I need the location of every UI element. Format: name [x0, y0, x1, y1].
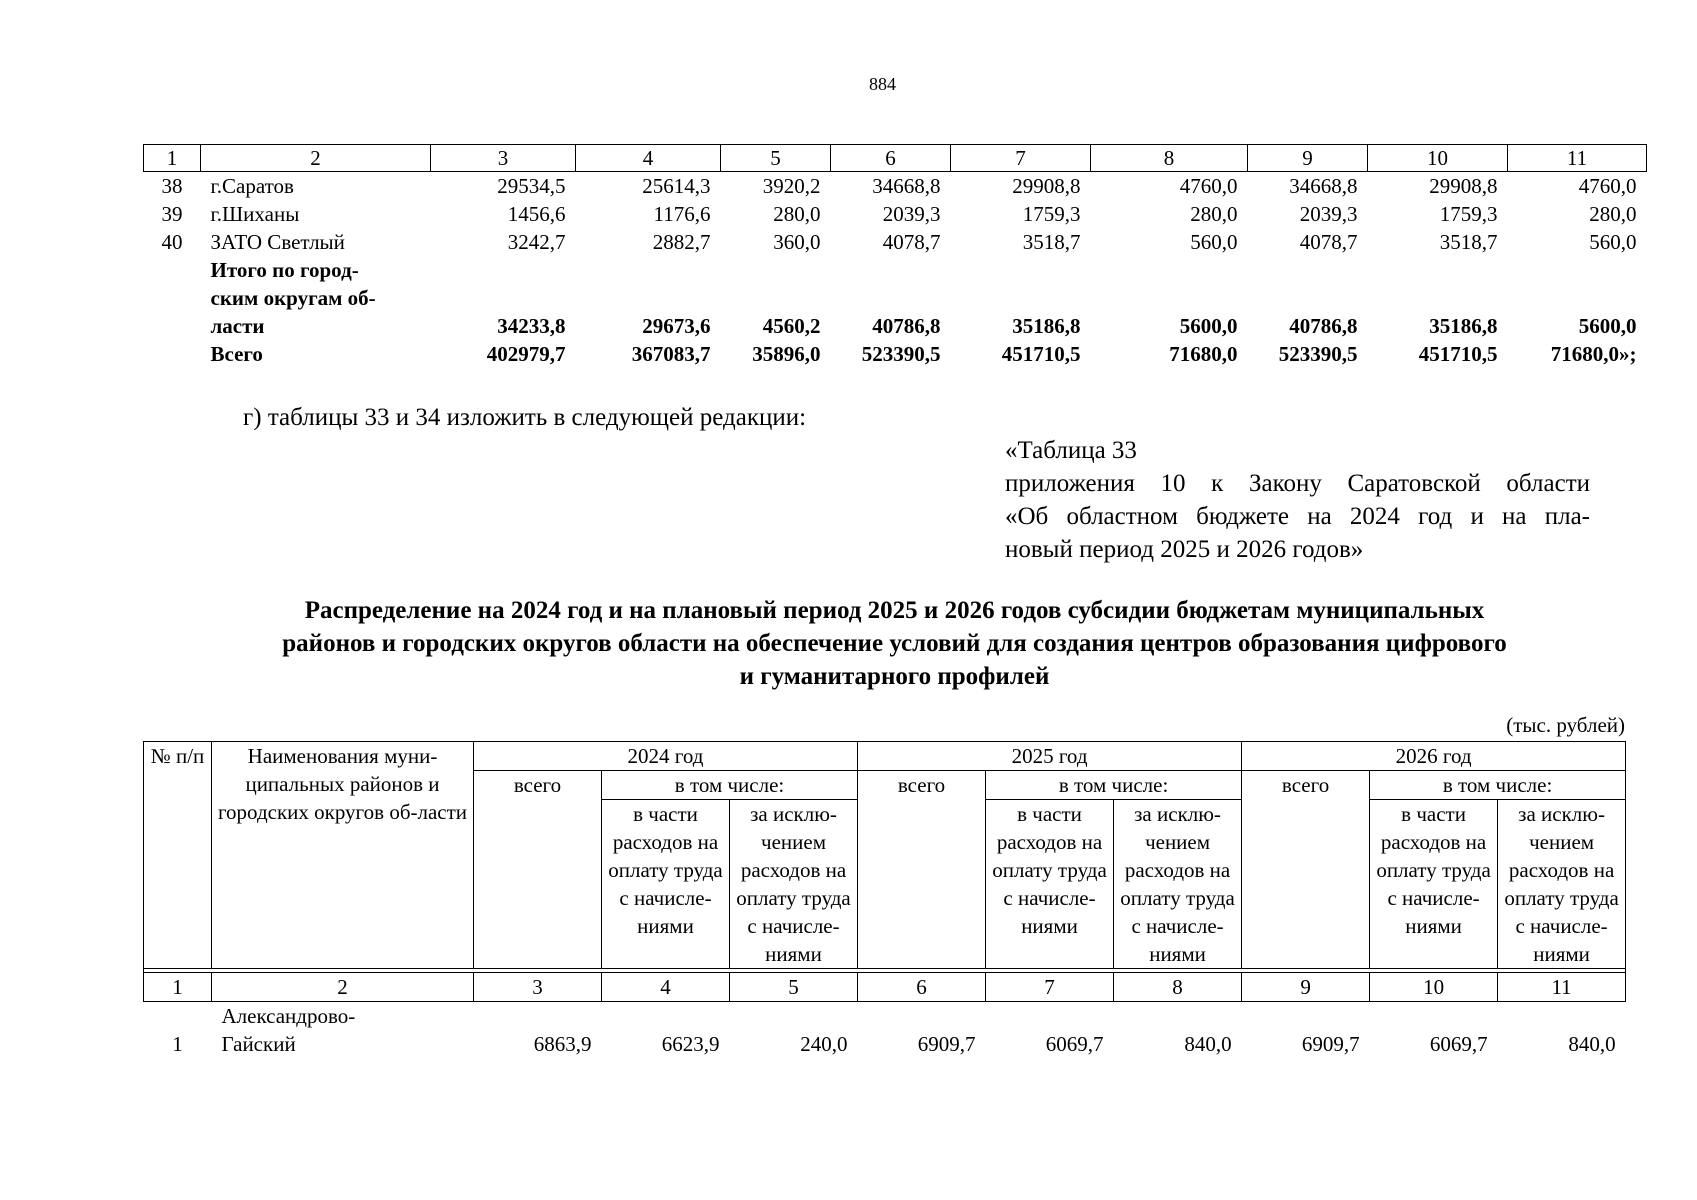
col-number: 8 — [1091, 145, 1248, 172]
intro-paragraph: г) таблицы 33 и 34 изложить в следующей редакции: — [243, 404, 807, 431]
value-cell: 280,0 — [1589, 202, 1637, 226]
value-cell: 29908,8 — [1012, 174, 1081, 198]
total-header: всего — [1242, 771, 1370, 969]
value-cell: 34668,8 — [1289, 174, 1358, 198]
value-cell: 4078,7 — [1299, 230, 1358, 254]
table-row — [144, 228, 1647, 256]
value-cell: 6863,9 — [533, 1032, 592, 1056]
continuation-table — [143, 144, 1647, 368]
total-value: 523390,5 — [861, 342, 941, 366]
header-row-years — [144, 742, 1626, 771]
value-cell: 34668,8 — [872, 174, 941, 198]
value-cell: 2039,3 — [1299, 202, 1358, 226]
col-number: 5 — [721, 145, 831, 172]
total-value: 451710,5 — [1418, 342, 1498, 366]
value-cell: 280,0 — [773, 202, 821, 226]
total-row — [144, 340, 1647, 368]
including-header: в том числе: — [602, 771, 858, 800]
value-cell: 1456,6 — [507, 202, 566, 226]
value-cell: 840,0 — [1568, 1032, 1616, 1056]
col-number: 10 — [1370, 973, 1498, 1002]
value-cell: 2882,7 — [652, 230, 711, 254]
value-cell: 360,0 — [773, 230, 821, 254]
value-cell: 4078,7 — [882, 230, 941, 254]
subtotal-value: 4560,2 — [762, 314, 821, 338]
value-cell: 6069,7 — [1045, 1032, 1104, 1056]
labor-costs-header: в части расходов на оплату труда с начисле-ниями — [986, 800, 1114, 969]
value-cell: 6909,7 — [917, 1032, 976, 1056]
col-number: 5 — [730, 973, 858, 1002]
appendix-line: «Об областном бюджете на 2024 год и на пла- — [1005, 503, 1590, 530]
value-cell: 6909,7 — [1301, 1032, 1360, 1056]
value-cell: 4760,0 — [1179, 174, 1238, 198]
appendix-line: «Таблица 33 — [1005, 437, 1137, 464]
appendix-line: приложения 10 к Закону Саратовской области — [1005, 470, 1590, 497]
row-index: 40 — [161, 230, 183, 254]
col-number: 9 — [1242, 973, 1370, 1002]
total-value: 71680,0 — [1169, 342, 1238, 366]
value-cell: 3242,7 — [507, 230, 566, 254]
table-row — [144, 172, 1647, 201]
other-costs-header: за исклю-чением расходов на оплату труда с начисле-ниями — [730, 800, 858, 969]
col-number: 11 — [1498, 973, 1626, 1002]
subtotal-value: 5600,0 — [1179, 314, 1238, 338]
value-cell: 6623,9 — [661, 1032, 720, 1056]
total-value: 402979,7 — [486, 342, 566, 366]
col-number: 4 — [576, 145, 721, 172]
value-cell: 3920,2 — [762, 174, 821, 198]
municipality-name: Александрово- Гайский — [221, 1004, 356, 1056]
total-value: 35896,0 — [752, 342, 821, 366]
subtotal-row — [144, 256, 1647, 340]
col-number: 3 — [431, 145, 576, 172]
value-cell: 1759,3 — [1439, 202, 1498, 226]
col-number: 11 — [1508, 145, 1647, 172]
value-cell: 25614,3 — [642, 174, 711, 198]
total-value: 451710,5 — [1001, 342, 1081, 366]
labor-costs-header: в части расходов на оплату труда с начисле-ниями — [602, 800, 730, 969]
subtotal-value: 35186,8 — [1012, 314, 1081, 338]
appendix-line: новый период 2025 и 2026 годов» — [1005, 536, 1364, 563]
value-cell: 240,0 — [800, 1032, 848, 1056]
municipality-name: ЗАТО Светлый — [210, 230, 345, 254]
value-cell: 280,0 — [1190, 202, 1238, 226]
continuation-header-row — [144, 145, 1647, 172]
municipality-name: г.Шиханы — [210, 202, 300, 226]
total-value: 523390,5 — [1278, 342, 1358, 366]
col-name-header: Наименования муни-ципальных районов и городских округов об-ласти — [212, 742, 474, 969]
col-number: 6 — [831, 145, 951, 172]
appendix-reference — [1005, 434, 1590, 566]
other-costs-header: за исклю-чением расходов на оплату труда с начисле-ниями — [1114, 800, 1242, 969]
value-cell: 29534,5 — [497, 174, 566, 198]
col-number: 9 — [1248, 145, 1368, 172]
subtotal-value: 40786,8 — [1289, 314, 1358, 338]
value-cell: 4760,0 — [1578, 174, 1637, 198]
including-header: в том числе: — [1370, 771, 1626, 800]
value-cell: 29908,8 — [1429, 174, 1498, 198]
subtotal-value: 5600,0 — [1578, 314, 1637, 338]
col-number: 7 — [951, 145, 1091, 172]
col-number: 10 — [1368, 145, 1508, 172]
document-title: Распределение на 2024 год и на плановый период 2025 и 2026 годов субсидии бюджетам муниципальных районов и городских округов области на обеспечение условий для создания центров образования цифрового и гуманитарного профилей — [282, 597, 1507, 690]
subtotal-value: 29673,6 — [642, 314, 711, 338]
total-value: 71680,0»; — [1550, 342, 1637, 366]
value-cell: 560,0 — [1190, 230, 1238, 254]
col-number: 4 — [602, 973, 730, 1002]
value-cell: 6069,7 — [1429, 1032, 1488, 1056]
table-row — [144, 200, 1647, 228]
col-number: 2 — [201, 145, 431, 172]
total-header: всего — [858, 771, 986, 969]
col-number: 1 — [144, 145, 201, 172]
col-number: 1 — [144, 973, 212, 1002]
col-number: 2 — [212, 973, 474, 1002]
row-index: 38 — [161, 174, 183, 198]
table-row — [144, 1002, 1626, 1059]
year-header: 2024 год — [474, 742, 858, 771]
value-cell: 2039,3 — [882, 202, 941, 226]
value-cell: 3518,7 — [1022, 230, 1081, 254]
subtotal-value: 34233,8 — [497, 314, 566, 338]
row-index: 39 — [161, 202, 183, 226]
value-cell: 560,0 — [1589, 230, 1637, 254]
year-header: 2025 год — [858, 742, 1242, 771]
column-numbers-row — [144, 973, 1626, 1002]
col-number: 8 — [1114, 973, 1242, 1002]
col-no-header: № п/п — [144, 742, 212, 969]
other-costs-header: за исклю-чением расходов на оплату труда с начисле-ниями — [1498, 800, 1626, 969]
municipality-name: г.Саратов — [210, 174, 294, 198]
total-header: всего — [474, 771, 602, 969]
col-number: 3 — [474, 973, 602, 1002]
value-cell: 1759,3 — [1022, 202, 1081, 226]
subtotal-value: 35186,8 — [1429, 314, 1498, 338]
including-header: в том числе: — [986, 771, 1242, 800]
row-index: 1 — [172, 1032, 183, 1056]
labor-costs-header: в части расходов на оплату труда с начисле-ниями — [1370, 800, 1498, 969]
subsidy-table — [143, 741, 1626, 1058]
value-cell: 1176,6 — [653, 202, 711, 226]
subtotal-label: Итого по город- ским округам об- ласти — [210, 258, 376, 338]
units-label: (тыс. рублей) — [1506, 713, 1625, 737]
year-header: 2026 год — [1242, 742, 1626, 771]
subtotal-value: 40786,8 — [872, 314, 941, 338]
total-value: 367083,7 — [631, 342, 711, 366]
value-cell: 3518,7 — [1439, 230, 1498, 254]
value-cell: 840,0 — [1184, 1032, 1232, 1056]
col-number: 7 — [986, 973, 1114, 1002]
col-number: 6 — [858, 973, 986, 1002]
total-label: Всего — [210, 342, 263, 366]
page-number: 884 — [869, 74, 896, 94]
